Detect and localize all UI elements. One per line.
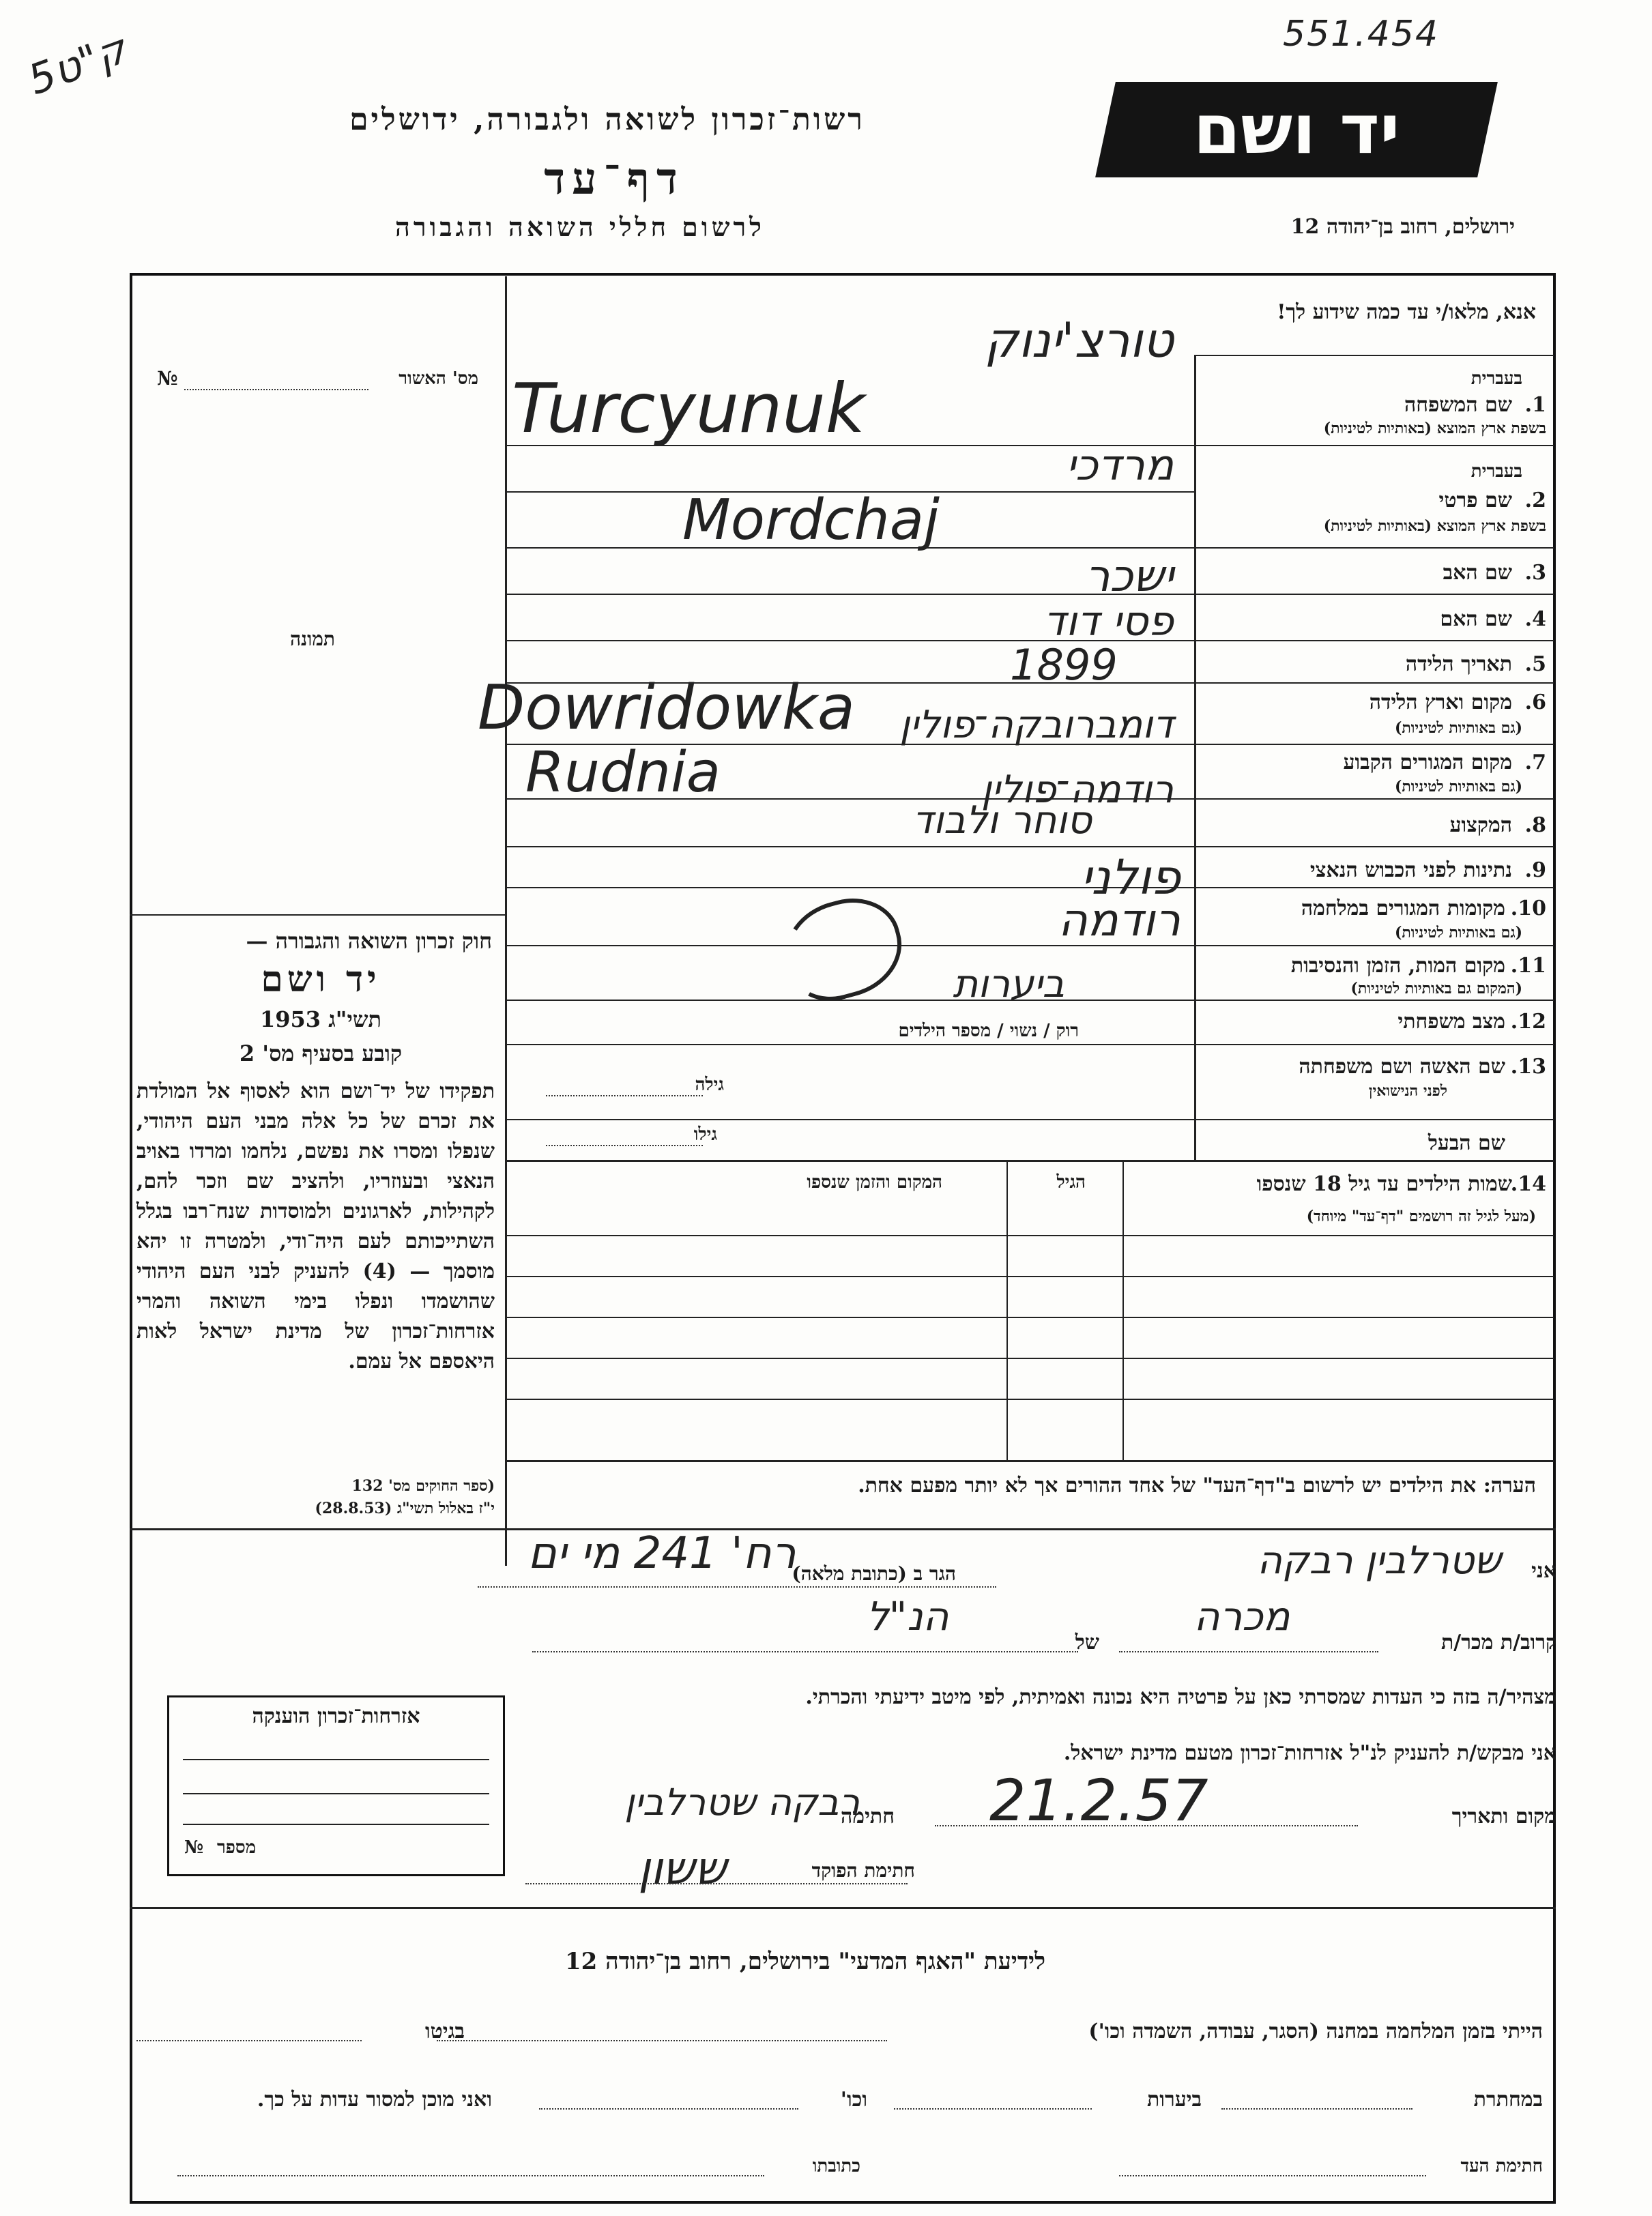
footer-heading: לידיעת "האגף המדעי" בירושלים, רחוב בן־יהודה 12: [565, 1948, 1045, 1975]
photo-label: תמונה: [289, 628, 335, 650]
footer-etc: וכו': [840, 2088, 867, 2112]
margin-note: 5ק"ט: [22, 25, 133, 105]
row-rule: [1195, 355, 1554, 356]
field-6-sub: (גם באותיות לטיניות): [1394, 719, 1522, 737]
i-label: אני: [1531, 1559, 1556, 1583]
value-rule: [506, 1119, 1195, 1120]
row-rule: [1195, 1000, 1554, 1001]
field-13-sub: לפני הנישואין: [1368, 1082, 1447, 1100]
field-9-label: נתינות לפני הכבוש הנאצי: [1309, 858, 1512, 882]
address: ירושלים, רחוב בן־יהודה 12: [1290, 215, 1515, 239]
field-5-label: תאריך הלידה: [1405, 652, 1512, 676]
first-name-hebrew: מרדכי: [1066, 440, 1174, 490]
address-label: הגר ב (כתובת מלאה): [792, 1562, 956, 1585]
place-date-value: 21.2.57: [989, 1767, 1208, 1834]
field-10-num: 10.: [1510, 896, 1546, 920]
birth-year: 1899: [1010, 640, 1118, 690]
field-2-num: 2.: [1524, 489, 1546, 512]
row-rule: [1195, 1044, 1554, 1045]
statement-request: אני מבקש/ת להעניק לנ"ל אזרחות־זכרון מטעם מדינת ישראל.: [1063, 1741, 1556, 1765]
death-place: ביערות: [953, 962, 1064, 1006]
of-label: של: [1075, 1631, 1099, 1654]
row-rule: [1195, 744, 1554, 745]
law-text: תפקידו של יד־ושם הוא לאסוף אל המולדת את זכרם של כל אלה מבני העם היהודי, שנפלו ומסרו את נפשם, נלחמו ומרדו באויב הנאצי ובעוזריו, ולהציב שם וזכר להם, לקהילות, לארגונים ולמוסדות שנח־רבו בגלל השתייכותם לעם היה־ודי, ולמטרה זו יהא מוסמך — (4) להעניק לבני העם היהודי שהושמדו ונפלו בימי השואה והמרי אזרחות־זכרון של מדינת ישראל לאות היאספם אל עמם.: [136, 1079, 495, 1373]
certificate-number-label: מספר: [217, 1837, 257, 1858]
field-10-label: מקומות המגורים במלחמה: [1301, 896, 1505, 920]
footer-ghetto-line: [136, 2040, 362, 2041]
footer-etc-line: [539, 2108, 798, 2110]
row-rule: [1195, 640, 1554, 641]
surname-hebrew: טורצ'ינוק: [984, 312, 1174, 368]
field-3-label: שם האב: [1443, 561, 1512, 585]
footer-underground: במחתרת: [1473, 2088, 1543, 2112]
record-label: מס' האשור: [398, 368, 478, 389]
logo-text: יד ושם: [1193, 89, 1400, 169]
nationality: פולני: [1080, 849, 1180, 905]
officer-signature: ששון: [638, 1842, 727, 1895]
field-1-sub-top: בעברית: [1470, 368, 1522, 389]
children-title: שמות הילדים עד גיל 18 שנספו: [1256, 1172, 1512, 1196]
place-date-label: מקום ותאריך: [1451, 1805, 1556, 1828]
row-rule: [1195, 846, 1554, 847]
field-2-label: שם פרטי: [1438, 489, 1512, 512]
footer-camp-line: [437, 2040, 887, 2041]
birthplace-latin: Dowridowka: [478, 672, 856, 744]
of-line: [532, 1651, 1078, 1652]
table-row: [506, 1317, 1554, 1318]
law-year: תשי"ג 1953: [260, 1006, 381, 1032]
value-rule: [506, 846, 1195, 847]
certificate-box: [167, 1695, 505, 1876]
authority-name: רשות־זכרון לשואה ולגבורה, ידושלים: [349, 102, 865, 137]
table-col-divider: [1122, 1160, 1124, 1460]
officer-signature-label: חתימת הפוקד: [811, 1859, 915, 1882]
table-top-rule: [506, 1160, 1554, 1162]
statement-truth: מצהיר/ה בזה כי העדות שמסרתי כאן על פרטיה היא נכונה ואמיתית, לפי מיטב ידיעתי והכרתי.: [805, 1685, 1556, 1709]
table-row: [506, 1276, 1554, 1277]
field-2-sub-top: בעברית: [1470, 461, 1522, 482]
field-1-label: שם המשפחה: [1404, 393, 1512, 417]
children-note: (מעל לגיל זה רושמים "דף־עד" מיוחד): [1306, 1208, 1536, 1225]
father-name: ישכר: [1085, 551, 1174, 602]
row-rule: [1195, 1119, 1554, 1120]
form-subtitle: לרשום חללי השואה והגבורה: [395, 212, 765, 242]
children-col-age: הגיל: [1056, 1172, 1086, 1193]
row-rule: [1195, 594, 1554, 595]
footer-rule: [130, 1907, 1556, 1909]
photo-divider: [130, 914, 506, 916]
field-9-num: 9.: [1524, 858, 1546, 882]
witness-address: רח' 241 מי ים: [527, 1528, 796, 1579]
place-date-line: [935, 1825, 1358, 1826]
field-2-sub: בשפת ארץ המוצא (באותיות לטיניות): [1323, 517, 1546, 535]
witness-signature: רבקה שטרלבין: [624, 1781, 860, 1824]
children-col-place: המקום והזמן שנספו: [807, 1172, 942, 1193]
relation-value: מכרה: [1193, 1593, 1290, 1639]
field-13-label: שם האשה ושם משפחתה: [1299, 1055, 1505, 1079]
footer-ready: ואני מוכן למסור עדות על כך.: [257, 2088, 492, 2112]
residence-hebrew: רודמה־פולין: [981, 768, 1174, 812]
field-12-num: 12.: [1510, 1010, 1546, 1034]
row-rule: [1195, 445, 1554, 446]
husband-label: שם הבעל: [1428, 1131, 1505, 1155]
of-value: הנ"ל: [866, 1593, 949, 1639]
field-11-sub: (המקום גם באותיות לטיניות): [1350, 980, 1522, 997]
field-6-label: מקום וארץ הלידה: [1369, 690, 1512, 714]
occupation: סוחר ולבוד: [912, 798, 1092, 843]
record-no: №: [157, 367, 178, 390]
law-name: יד ושם: [261, 959, 381, 1000]
birthplace-hebrew: דומברובקה־פולין: [899, 703, 1174, 747]
relation-line: [1119, 1651, 1378, 1652]
field-7-num: 7.: [1524, 750, 1546, 774]
footer-forests: ביערות: [1146, 2088, 1202, 2112]
field-12-label: מצב משפחתי: [1397, 1010, 1505, 1034]
yad-vashem-logo: [1095, 82, 1498, 177]
footer-forests-line: [894, 2108, 1092, 2110]
field-13-num: 13.: [1510, 1055, 1546, 1079]
certificate-line: [183, 1793, 489, 1794]
footer-ghetto: בגיטו: [424, 2020, 465, 2043]
field-4-label: שם האם: [1440, 607, 1512, 631]
law-title: חוק זכרון השואה והגבורה —: [246, 928, 492, 954]
children-warning: הערה: את הילדים יש לרשום ב"דף־העד" של אחד ההורים אך לא יותר מפעם אחת.: [858, 1474, 1536, 1498]
field-5-num: 5.: [1524, 652, 1546, 676]
divider-labels: [1194, 355, 1196, 1160]
certificate-line: [183, 1759, 489, 1760]
field-6-num: 6.: [1524, 690, 1546, 714]
wartime-residence: רודמה: [1058, 894, 1180, 946]
archive-number: 551.454: [1283, 14, 1440, 55]
field-8-label: המקצוע: [1449, 813, 1512, 837]
field-8-num: 8.: [1524, 813, 1546, 837]
certificate-title: אזרחות־זכרון הוענקה: [252, 1704, 420, 1728]
table-row: [506, 1399, 1554, 1400]
law-source: (ספר החוקים מס' 132: [351, 1477, 495, 1495]
row-rule: [1195, 682, 1554, 684]
certificate-number-symbol: №: [184, 1837, 204, 1858]
husband-age-label: גילו: [693, 1124, 717, 1145]
footer-address: כתובתו: [812, 2156, 860, 2176]
field-11-label: מקום המות, הזמן והנסיבות: [1290, 954, 1505, 978]
first-name-latin: Mordchaj: [682, 488, 940, 553]
footer-address-line: [177, 2175, 764, 2176]
footer-underground-line: [1221, 2108, 1412, 2110]
table-row: [506, 1358, 1554, 1359]
field-11-num: 11.: [1510, 954, 1546, 978]
address-line: [478, 1586, 996, 1588]
field-3-num: 3.: [1524, 561, 1546, 585]
row-rule: [1195, 547, 1554, 549]
children-num: 14.: [1510, 1172, 1546, 1196]
table-row: [506, 1235, 1554, 1236]
row-rule: [1195, 798, 1554, 800]
surname-latin: Turcyunuk: [512, 368, 865, 448]
row-rule: [1195, 945, 1554, 946]
field-7-sub: (גם באותיות לטיניות): [1394, 778, 1522, 796]
wife-age-line: [546, 1095, 703, 1096]
field-7-label: מקום המגורים הקבוע: [1343, 750, 1512, 774]
field-1-num: 1.: [1524, 393, 1546, 417]
relation-label: קרוב/ת מכר/ת: [1440, 1631, 1556, 1654]
officer-line: [525, 1883, 908, 1884]
field-1-sub: בשפת ארץ המוצא (באותיות לטיניות): [1323, 420, 1546, 437]
witness-name: שטרלבין רבקה: [1257, 1539, 1501, 1583]
field-10-sub: (גם באותיות לטיניות): [1394, 924, 1522, 942]
footer-witness-line: [1119, 2175, 1426, 2176]
family-status-options: רוק / נשוי / מספר הילדים: [898, 1021, 1079, 1041]
signature-label: חתימה: [841, 1805, 895, 1828]
value-rule: [506, 1044, 1195, 1045]
record-line: [184, 389, 368, 390]
table-col-divider: [1006, 1160, 1008, 1460]
footer-witness-sign: חתימת העד: [1460, 2156, 1543, 2176]
footer-camp-text: הייתי בזמן המלחמה במחנה (הסגר, עבודה, השמדה וכו'): [1088, 2020, 1543, 2043]
certificate-line: [183, 1824, 489, 1825]
wife-age-label: גילה: [695, 1075, 724, 1095]
husband-age-line: [546, 1145, 703, 1146]
intro-text: אנא, מלאו/י עד כמה שידוע לך!: [1277, 300, 1536, 324]
divider-left-panel: [505, 276, 507, 1566]
residence-latin: Rudnia: [525, 740, 721, 805]
table-bottom-rule: [506, 1460, 1554, 1462]
field-4-num: 4.: [1524, 607, 1546, 631]
law-clause: קובע בסעיף מס' 2: [239, 1040, 403, 1066]
mother-name: פסי דוד: [1043, 598, 1174, 645]
form-title: דף־עד: [544, 154, 684, 205]
law-source-date: י"ז באלול תשי"ג (28.8.53): [315, 1500, 495, 1517]
row-rule: [1195, 887, 1554, 888]
